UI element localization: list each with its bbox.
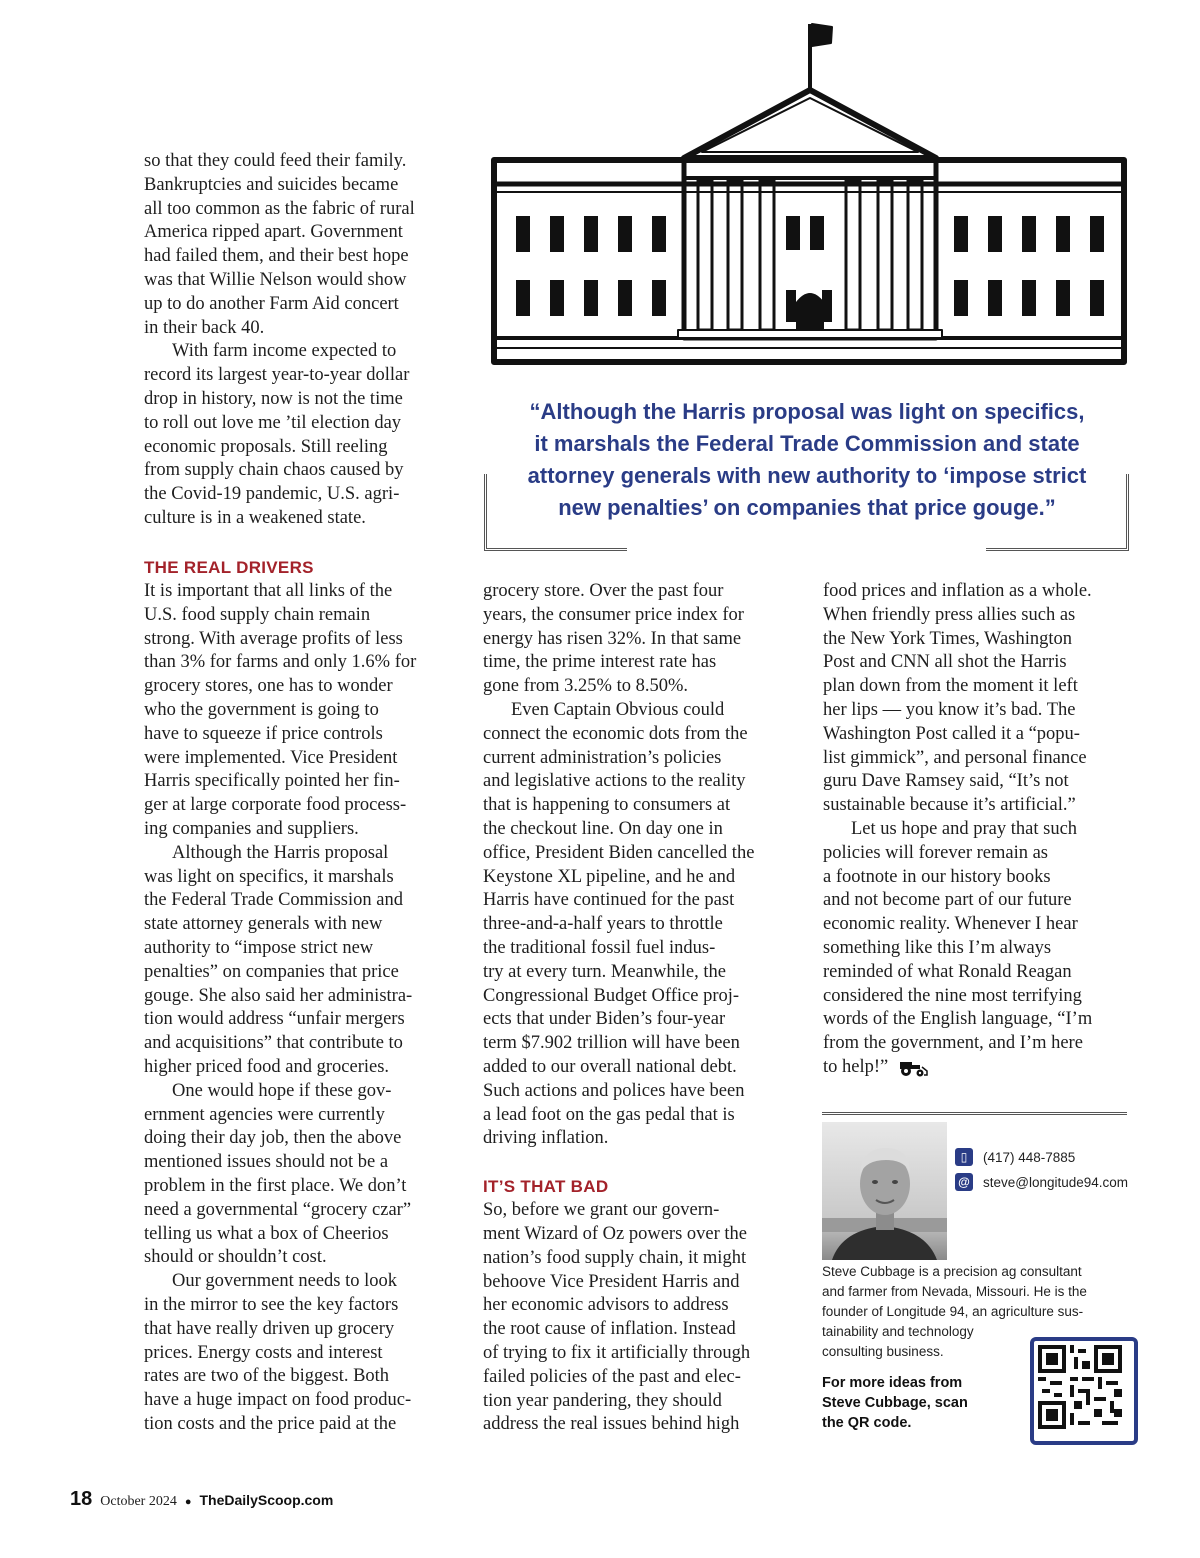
- footer-separator: ●: [184, 1496, 192, 1508]
- phone-number[interactable]: (417) 448-7885: [983, 1149, 1076, 1165]
- pull-quote: [495, 396, 1119, 524]
- pull-quote-line: attorney generals with new authority to ‘impose strict: [527, 463, 1087, 488]
- paragraph: food prices and inflation as a whole. When friendly press allies such as the New York Times, Washington Post and CNN all shot the Harris plan down from the moment it left her lips — you know it’s bad. The Washington Post called it a “popu- list gimmick”, and personal finance guru Dave Ramsey said, “It’s not sustainable because it’s artificial.”: [823, 581, 1092, 816]
- paragraph: Our government needs to look in the mirror to see the key factors that have really driven up grocery prices. Energy costs and interest rates are two of the biggest. Both have a huge impact on food produc- tion costs and the price paid at the: [144, 1271, 412, 1434]
- pull-quote-line: new penalties’ on companies that price gouge.”: [558, 495, 1056, 520]
- qr-code[interactable]: [1030, 1337, 1138, 1445]
- white-house-illustration: [488, 18, 1130, 368]
- paragraph: Let us hope and pray that such policies will forever remain as a footnote in our history books and not become part of our future economic reality. Whenever I hear something like this I’m always reminded of what Ronald Reagan considered the nine most terrifying words of the English language, “I’m from the government, and I’m here to help!”: [823, 818, 1093, 1077]
- paragraph: Even Captain Obvious could connect the economic dots from the current administration’s policies and legislative actions to the reality that is happening to consumers at the checkout line. On day one in office, President Biden cancelled the Keystone XL pipeline, and he and Harris have continued for the past three-and-a-half years to throttle the traditional fossil fuel indus- try at every turn. Meanwhile, the Congressional Budget Office proj- ects that under Biden’s four-year term $7.902 trillion will have been added to our overall national debt. Such actions and polices have been a lead foot on the gas pedal that is driving inflation.: [483, 699, 755, 1149]
- pull-quote-line: it marshals the Federal Trade Commission and state: [534, 431, 1080, 456]
- column-3: [823, 580, 1129, 1080]
- author-bio: Steve Cubbage is a precision ag consultant and farmer from Nevada, Missouri. He is the founder of Longitude 94, an agriculture sus- tainability and technology consulting business.: [822, 1264, 1087, 1359]
- section-heading: IT’S THAT BAD: [483, 1177, 609, 1197]
- qr-call-to-action: For more ideas from Steve Cubbage, scan the QR code.: [822, 1375, 968, 1431]
- paragraph: Although the Harris proposal was light on specifics, it marshals the Federal Trade Commission and state attorney generals with new authority to “impose strict new penalties” on companies that price gouge. She also said her administra- tion would address “unfair mergers and acquisitions” that contribute to higher priced food and groceries.: [144, 842, 413, 1077]
- column-2: [483, 580, 789, 1437]
- contact-phone[interactable]: [955, 1148, 1075, 1166]
- page-footer: [70, 1488, 333, 1511]
- paragraph: so that they could feed their family. Bankruptcies and suicides became all too common as the fabric of rural America ripped apart. Government had failed them, and their best hope was that Willie Nelson would show up to do another Farm Aid concert in their back 40.: [144, 151, 415, 338]
- email-address[interactable]: steve@longitude94.com: [983, 1174, 1129, 1190]
- paragraph: It is important that all links of the U.S. food supply chain remain strong. With average profits of less than 3% for farms and only 1.6% for grocery stores, one has to wonder who the government is going to have to squeeze if price controls were implemented. Vice President Harris specifically pointed her fin- ger at large corporate food process- ing companies and suppliers.: [144, 581, 417, 839]
- section-heading: THE REAL DRIVERS: [144, 558, 314, 577]
- phone-icon: ▯: [955, 1148, 973, 1166]
- column-1-top: [144, 150, 450, 531]
- tractor-end-mark-icon: [898, 1059, 928, 1077]
- qr-code-icon: [1038, 1345, 1122, 1429]
- author-photo: [822, 1122, 947, 1260]
- issue-date: October 2024: [100, 1494, 177, 1509]
- page-number: 18: [70, 1488, 93, 1510]
- contact-email[interactable]: [955, 1173, 1128, 1191]
- bio-divider: [822, 1112, 1127, 1115]
- pull-quote-line: “Although the Harris proposal was light on specifics,: [529, 399, 1085, 424]
- paragraph: So, before we grant our govern- ment Wizard of Oz powers over the nation’s food supply chain, it might behoove Vice President Harris and her economic advisors to address the root cause of inflation. Instead of trying to fix it artificially through failed policies of the past and elec- tion year pandering, they should address the real issues behind high: [483, 1200, 751, 1435]
- column-1-bottom: [144, 556, 450, 1437]
- paragraph: One would hope if these gov- ernment agencies were currently doing their day job, then the above mentioned issues should not be a problem in the first place. We don’t need a governmental “grocery czar” telling us what a box of Cheerios should or shouldn’t cost.: [144, 1080, 412, 1268]
- paragraph: grocery store. Over the past four years, the consumer price index for energy has risen 32%. In that same time, the prime interest rate has gone from 3.25% to 8.50%.: [483, 581, 744, 697]
- site-link[interactable]: TheDailyScoop.com: [199, 1492, 334, 1508]
- paragraph: With farm income expected to record its largest year-to-year dollar drop in history, now is not the time to roll out love me ’til election day economic proposals. Still reeling from supply chain chaos caused by the Covid-19 pandemic, U.S. agri- culture is in a weakened state.: [144, 341, 410, 528]
- at-icon: @: [955, 1173, 973, 1191]
